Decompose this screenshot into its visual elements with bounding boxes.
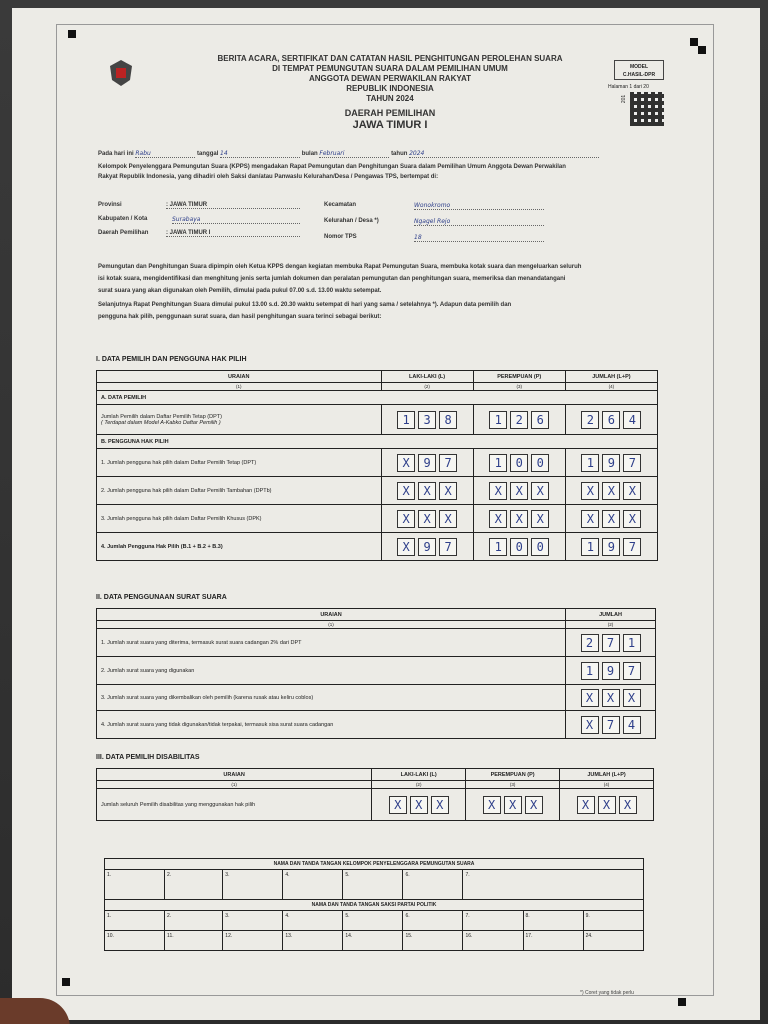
column-number: (3): [473, 383, 565, 391]
signature-cell: [463, 911, 523, 931]
digit-box: X: [397, 482, 415, 500]
digit-box: 7: [623, 538, 641, 556]
month-label: bulan: [301, 151, 318, 157]
section-title: II. DATA PENGGUNAAN SURAT SUARA: [96, 594, 227, 601]
signature-cell: [165, 870, 223, 900]
month-value: Februari: [319, 150, 389, 158]
digit-box: 1: [397, 411, 415, 429]
digit-box: X: [602, 689, 620, 707]
column-header: JUMLAH: [566, 609, 656, 621]
date-label: tanggal: [197, 151, 219, 157]
row-label-note: ( Terdapat dalam Model A-Kabko Daftar Pemilih ): [101, 419, 221, 426]
digit-box: 2: [581, 634, 599, 652]
digit-box: 9: [418, 454, 436, 472]
digit-box: 7: [623, 662, 641, 680]
voter-data-table: [96, 370, 658, 561]
digit-box: 6: [602, 411, 620, 429]
signature-number: 15.: [405, 933, 413, 939]
model-box: [614, 60, 664, 80]
digit-box: X: [418, 482, 436, 500]
qr-number: 201: [621, 94, 628, 104]
signature-cell: [403, 931, 463, 951]
signature-number: 2.: [167, 913, 172, 919]
provinsi-value: : JAWA TIMUR: [166, 202, 300, 209]
digit-box: 1: [581, 454, 599, 472]
digit-box: X: [397, 454, 415, 472]
digit-box: 0: [510, 538, 528, 556]
digit-box: X: [581, 716, 599, 734]
digit-box: X: [439, 510, 457, 528]
kabupaten-label: Kabupaten / Kota: [98, 216, 148, 222]
digit-box: X: [531, 510, 549, 528]
digit-cell: [466, 789, 560, 821]
signature-cell: [343, 931, 403, 951]
signature-number: 1.: [107, 872, 112, 878]
disability-table: [96, 768, 654, 821]
year-value: 2024: [409, 150, 599, 158]
signature-number: 6.: [405, 872, 410, 878]
row-label: 4. Jumlah surat suara yang tidak digunakan/tidak terpakai, termasuk sisa surat suara cadangan: [97, 711, 566, 739]
title-line: TAHUN 2024: [366, 94, 414, 103]
row-label: 1. Jumlah pengguna hak pilih dalam Daftar Pemilih Tetap (DPT): [97, 449, 382, 477]
row-label: 3. Jumlah pengguna hak pilih dalam Daftar Pemilih Khusus (DPK): [97, 505, 382, 533]
signature-number: 7.: [465, 913, 470, 919]
date-value: 14: [220, 150, 300, 158]
signature-table: [104, 858, 644, 951]
digit-box: X: [623, 510, 641, 528]
signature-number: 3.: [225, 872, 230, 878]
signature-number: 6.: [405, 913, 410, 919]
signature-cell: [523, 911, 583, 931]
page-info: Halaman 1 dari 20: [608, 84, 649, 90]
title-line: BERITA ACARA, SERTIFIKAT DAN CATATAN HASIL PENGHITUNGAN PEROLEHAN SUARA: [217, 54, 563, 63]
digit-cell: [566, 711, 656, 739]
digit-box: 9: [602, 454, 620, 472]
signature-cell: [105, 870, 165, 900]
intro-date-line: [98, 150, 678, 158]
digit-cell: [381, 505, 473, 533]
digit-cell: [473, 505, 565, 533]
digit-box: 7: [623, 454, 641, 472]
digit-box: X: [577, 796, 595, 814]
dapil-label: Daerah Pemilihan: [98, 230, 149, 236]
digit-cell: [566, 629, 656, 657]
digit-box: 1: [623, 634, 641, 652]
digit-box: X: [623, 689, 641, 707]
digit-box: X: [410, 796, 428, 814]
column-header: PEREMPUAN (P): [473, 371, 565, 383]
digit-box: X: [510, 510, 528, 528]
signature-cell: [463, 931, 523, 951]
paragraph-line: surat suara yang akan digunakan oleh Pemilih, dimulai pada pukul 07.00 s.d. 13.00 waktu setempat.: [98, 288, 382, 294]
signature-number: 3.: [225, 913, 230, 919]
section-title: III. DATA PEMILIH DISABILITAS: [96, 754, 200, 761]
digit-box: X: [531, 482, 549, 500]
digit-box: 1: [489, 411, 507, 429]
digit-cell: [473, 449, 565, 477]
digit-box: X: [602, 510, 620, 528]
title-line: DI TEMPAT PEMUNGUTAN SUARA DALAM PEMILIHAN UMUM: [272, 64, 508, 73]
digit-box: X: [489, 482, 507, 500]
digit-box: X: [418, 510, 436, 528]
signature-number: 24.: [585, 933, 593, 939]
corner-mark: [68, 30, 76, 38]
column-number: (2): [372, 781, 466, 789]
digit-box: X: [581, 510, 599, 528]
kecamatan-label: Kecamatan: [324, 202, 357, 208]
column-number: (1): [97, 781, 372, 789]
saksi-signature-title: NAMA DAN TANDA TANGAN SAKSI PARTAI POLITIK: [105, 900, 644, 911]
intro-sentence: Rakyat Republik Indonesia, yang dihadiri oleh Saksi dan/atau Panwaslu Kelurahan/Desa / Pengawas TPS, bertempat di:: [98, 174, 439, 180]
region-label: DAERAH PEMILIHAN: [344, 108, 436, 118]
row-label: 2. Jumlah surat suara yang digunakan: [97, 657, 566, 685]
row-label: 3. Jumlah surat suara yang dikembalikan oleh pemilih (karena rusak atau keliru coblos): [97, 685, 566, 711]
digit-cell: [565, 533, 657, 561]
signature-cell: [223, 931, 283, 951]
digit-box: 1: [489, 538, 507, 556]
paragraph-line: Pemungutan dan Penghitungan Suara dipimpin oleh Ketua KPPS dengan kegiatan membuka Rapat Pemungutan Suara, membuka kotak suara dan mengeluarkan seluruh: [98, 264, 582, 270]
kelurahan-value: Ngagel Rejo: [414, 218, 544, 226]
signature-number: 13.: [285, 933, 293, 939]
digit-box: 1: [581, 538, 599, 556]
ballot-usage-table: [96, 608, 656, 739]
column-header: JUMLAH (L+P): [565, 371, 657, 383]
row-label: 4. Jumlah Pengguna Hak Pilih (B.1 + B.2 + B.3): [97, 533, 382, 561]
corner-mark: [678, 998, 686, 1006]
digit-box: X: [602, 482, 620, 500]
digit-box: X: [581, 689, 599, 707]
signature-number: 17.: [525, 933, 533, 939]
digit-box: X: [504, 796, 522, 814]
digit-cell: [381, 533, 473, 561]
signature-number: 5.: [345, 872, 350, 878]
signature-cell: [583, 931, 643, 951]
qr-code-icon: [630, 92, 664, 126]
digit-cell: [473, 477, 565, 505]
signature-cell: [105, 911, 165, 931]
signature-number: 11.: [167, 933, 174, 939]
digit-cell: [473, 533, 565, 561]
digit-box: 9: [418, 538, 436, 556]
signature-number: 8.: [525, 913, 530, 919]
signature-cell: [165, 911, 223, 931]
signature-cell: [283, 911, 343, 931]
digit-box: 9: [602, 662, 620, 680]
signature-cell: [403, 911, 463, 931]
model-line: C.HASIL-DPR: [622, 72, 656, 78]
model-line: MODEL: [629, 64, 649, 70]
signature-cell: [283, 931, 343, 951]
signature-number: 1.: [107, 913, 112, 919]
digit-box: 2: [510, 411, 528, 429]
digit-box: X: [623, 482, 641, 500]
digit-cell: [565, 449, 657, 477]
digit-box: X: [525, 796, 543, 814]
corner-mark: [690, 38, 698, 46]
digit-cell: [381, 405, 473, 435]
digit-cell: [372, 789, 466, 821]
digit-cell: [566, 685, 656, 711]
digit-cell: [381, 449, 473, 477]
intro-sentence: Kelompok Penyelenggara Pemungutan Suara (KPPS) mengadakan Rapat Pemungutan dan Penghitungan Suara dalam Pemilihan Umum Anggota Dewan Perwakilan: [98, 164, 566, 170]
digit-box: X: [598, 796, 616, 814]
digit-box: 7: [439, 538, 457, 556]
digit-box: 0: [510, 454, 528, 472]
paragraph-line: isi kotak suara, mengidentifikasi dan menghitung jenis serta jumlah dokumen dan peralatan pemungutan dan penghitungan suara, memeriksa dan menandatangani: [98, 276, 566, 282]
digit-box: X: [489, 510, 507, 528]
paragraph-line: pengguna hak pilih, penggunaan surat suara, dan hasil penghitungan suara terinci sebagai berikut:: [98, 314, 382, 320]
tps-label: Nomor TPS: [324, 234, 357, 240]
tps-value: 18: [414, 234, 544, 242]
digit-box: 4: [623, 716, 641, 734]
footnote: *) Coret yang tidak perlu: [580, 990, 634, 996]
signature-cell: [523, 931, 583, 951]
column-number: (2): [381, 383, 473, 391]
column-number: (1): [97, 383, 382, 391]
column-number: (3): [466, 781, 560, 789]
dapil-value: : JAWA TIMUR I: [166, 230, 300, 237]
column-number: (4): [560, 781, 654, 789]
digit-box: 7: [602, 716, 620, 734]
digit-box: X: [510, 482, 528, 500]
signature-cell: [343, 870, 403, 900]
signature-cell: [583, 911, 643, 931]
provinsi-label: Provinsi: [98, 202, 122, 208]
kpu-logo-icon: [108, 58, 134, 88]
digit-box: 4: [623, 411, 641, 429]
digit-box: X: [389, 796, 407, 814]
digit-box: X: [581, 482, 599, 500]
digit-box: 0: [531, 454, 549, 472]
digit-box: X: [439, 482, 457, 500]
digit-cell: [565, 405, 657, 435]
signature-number: 4.: [285, 913, 290, 919]
signature-cell: [223, 870, 283, 900]
column-number: (1): [97, 621, 566, 629]
region-name: JAWA TIMUR I: [352, 119, 428, 131]
signature-number: 4.: [285, 872, 290, 878]
column-number: (4): [565, 383, 657, 391]
kecamatan-value: Wonokromo: [414, 202, 544, 210]
column-number: (2): [566, 621, 656, 629]
digit-cell: [473, 405, 565, 435]
digit-box: X: [397, 538, 415, 556]
section-title: I. DATA PEMILIH DAN PENGGUNA HAK PILIH: [96, 356, 247, 363]
digit-cell: [560, 789, 654, 821]
digit-cell: [566, 657, 656, 685]
day-label: Pada hari ini: [98, 151, 134, 157]
signature-number: 16.: [465, 933, 473, 939]
kpps-signature-title: NAMA DAN TANDA TANGAN KELOMPOK PENYELENGGARA PEMUNGUTAN SUARA: [105, 859, 644, 870]
digit-box: 0: [531, 538, 549, 556]
digit-box: 7: [439, 454, 457, 472]
row-label: 2. Jumlah pengguna hak pilih dalam Daftar Pemilih Tambahan (DPTb): [97, 477, 382, 505]
column-header: LAKI-LAKI (L): [381, 371, 473, 383]
signature-cell: [283, 870, 343, 900]
row-label: [97, 405, 382, 435]
kabupaten-value: Surabaya: [172, 216, 300, 224]
group-header: A. DATA PEMILIH: [97, 391, 658, 405]
signature-number: 10.: [107, 933, 114, 939]
column-header: PEREMPUAN (P): [466, 769, 560, 781]
digit-box: 9: [602, 538, 620, 556]
digit-box: X: [431, 796, 449, 814]
column-header: JUMLAH (L+P): [560, 769, 654, 781]
row-label-text: Jumlah Pemilih dalam Daftar Pemilih Tetap (DPT): [101, 413, 222, 420]
digit-box: 1: [489, 454, 507, 472]
signature-cell: [165, 931, 223, 951]
column-header: LAKI-LAKI (L): [372, 769, 466, 781]
digit-box: X: [483, 796, 501, 814]
signature-cell: [403, 870, 463, 900]
column-header: URAIAN: [97, 371, 382, 383]
digit-box: 2: [581, 411, 599, 429]
digit-cell: [381, 477, 473, 505]
signature-cell: [463, 870, 644, 900]
signature-number: 5.: [345, 913, 350, 919]
digit-box: 1: [581, 662, 599, 680]
signature-number: 7.: [465, 872, 470, 878]
digit-cell: [565, 505, 657, 533]
row-label: 1. Jumlah surat suara yang diterima, termasuk surat suara cadangan 2% dari DPT: [97, 629, 566, 657]
group-header: B. PENGGUNA HAK PILIH: [97, 435, 658, 449]
signature-cell: [223, 911, 283, 931]
signature-number: 12.: [225, 933, 233, 939]
corner-mark: [62, 978, 70, 986]
row-label: Jumlah seluruh Pemilih disabilitas yang menggunakan hak pilih: [97, 789, 372, 821]
digit-box: 7: [602, 634, 620, 652]
digit-box: 3: [418, 411, 436, 429]
day-value: Rabu: [135, 150, 195, 158]
digit-box: X: [397, 510, 415, 528]
year-label: tahun: [391, 151, 408, 157]
digit-box: 8: [439, 411, 457, 429]
signature-cell: [105, 931, 165, 951]
digit-cell: [565, 477, 657, 505]
signature-cell: [343, 911, 403, 931]
column-header: URAIAN: [97, 769, 372, 781]
digit-box: X: [619, 796, 637, 814]
signature-number: 2.: [167, 872, 172, 878]
signature-number: 9.: [585, 913, 590, 919]
kelurahan-label: Kelurahan / Desa *): [324, 218, 379, 224]
corner-mark: [698, 46, 706, 54]
title-line: ANGGOTA DEWAN PERWAKILAN RAKYAT: [308, 74, 472, 83]
paragraph-line: Selanjutnya Rapat Penghitungan Suara dimulai pukul 13.00 s.d. 20.30 waktu setempat di hari yang sama / setelahnya *). Adapun data pemilih dan: [98, 302, 512, 308]
signature-number: 14.: [345, 933, 353, 939]
title-line: REPUBLIK INDONESIA: [346, 84, 434, 93]
document-title: [180, 54, 600, 130]
column-header: URAIAN: [97, 609, 566, 621]
digit-box: 6: [531, 411, 549, 429]
